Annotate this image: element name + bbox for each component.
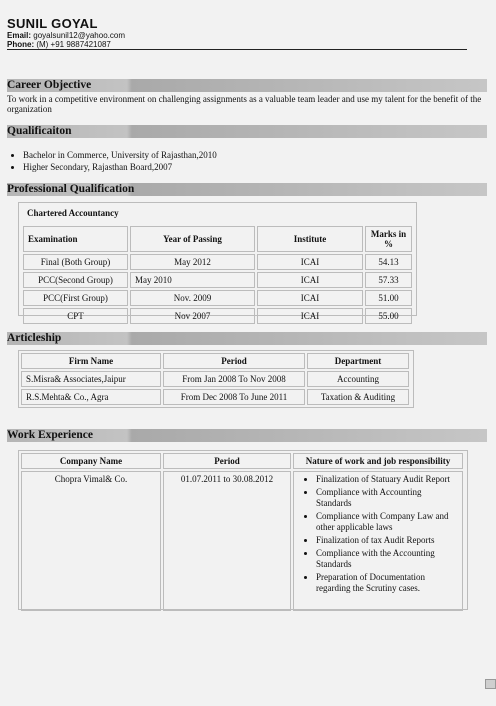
phone-value: (M) +91 9887421087 [36,40,111,49]
table-row [23,272,412,288]
table-cell: ICAI [257,272,363,288]
column-header: Institute [257,226,363,252]
duty-item: • Compliance with the Accounting Standards [316,548,458,570]
table-cell: ICAI [257,290,363,306]
table-cell: PCC(First Group) [23,290,128,306]
table-row [21,389,409,405]
table-cell: PCC(Second Group) [23,272,128,288]
period-cell: 01.07.2011 to 30.08.2012 [163,471,291,611]
table-cell: 57.33 [365,272,412,288]
company-cell: Chopra Vimal& Co. [21,471,161,611]
qualification-item: • Higher Secondary, Rajasthan Board,2007 [23,161,217,173]
table-row [23,254,412,270]
table-cell: Final (Both Group) [23,254,128,270]
table-cell: From Jan 2008 To Nov 2008 [163,371,305,387]
articleship-table [18,350,414,408]
column-header: Company Name [21,453,161,469]
table-row [21,471,463,611]
table-cell: R.S.Mehta& Co., Agra [21,389,161,405]
qualification-heading: Qualificaiton [7,125,487,138]
articleship-heading: Articleship [7,332,487,345]
table-cell: 55.00 [365,308,412,324]
table-row [23,290,412,306]
table-header-row [21,353,409,369]
column-header: Year of Passing [130,226,255,252]
column-header: Nature of work and job responsibility [293,453,463,469]
table-row [23,308,412,324]
header-divider [7,49,467,50]
table-cell: May 2012 [130,254,255,270]
table-cell: Accounting [307,371,409,387]
table-cell: S.Misra& Associates,Jaipur [21,371,161,387]
table-cell: Nov. 2009 [130,290,255,306]
work-experience-heading: Work Experience [7,429,487,442]
column-header: Examination [23,226,128,252]
qualification-list [7,149,217,173]
table-cell: ICAI [257,308,363,324]
table-row [21,371,409,387]
resize-handle-icon[interactable] [485,679,496,689]
table-cell: Taxation & Auditing [307,389,409,405]
work-experience-table [18,450,468,610]
candidate-name: SUNIL GOYAL [7,16,98,31]
table-cell: ICAI [257,254,363,270]
professional-qualification-table [18,202,417,321]
duty-item: • Preparation of Documentation regarding the Scrutiny cases. [316,572,458,594]
table-header-row [21,453,463,469]
career-objective-text: To work in a competitive environment on challenging assignments as a valuable team leader and use my talent for the benefit of the organization [7,94,482,114]
duty-item: • Compliance with Company Law and other applicable laws [316,511,458,533]
duties-list [296,474,458,594]
email-value[interactable]: goyalsunil12@yahoo.com [33,31,125,40]
column-header: Period [163,353,305,369]
column-header: Firm Name [21,353,161,369]
table-cell: CPT [23,308,128,324]
duty-item: • Compliance with Accounting Standards [316,487,458,509]
table-cell: 51.00 [365,290,412,306]
duty-item: • Finalization of tax Audit Reports [316,535,458,546]
column-header: Marks in % [365,226,412,252]
table-cell: From Dec 2008 To June 2011 [163,389,305,405]
phone-label: Phone: [7,40,35,49]
duty-item: • Finalization of Statuary Audit Report [316,474,458,485]
professional-qualification-heading: Professional Qualification [7,183,487,196]
career-objective-heading: Career Objective [7,79,487,92]
column-header: Period [163,453,291,469]
table-cell: 54.13 [365,254,412,270]
table-header-row [23,226,412,252]
duties-cell [293,471,463,611]
email-label: Email: [7,31,32,40]
email-line [7,31,125,40]
table-cell: May 2010 [130,272,255,288]
table-caption: Chartered Accountancy [27,208,119,218]
table-cell: Nov 2007 [130,308,255,324]
column-header: Department [307,353,409,369]
phone-line [7,40,111,49]
qualification-item: • Bachelor in Commerce, University of Rajasthan,2010 [23,149,217,161]
